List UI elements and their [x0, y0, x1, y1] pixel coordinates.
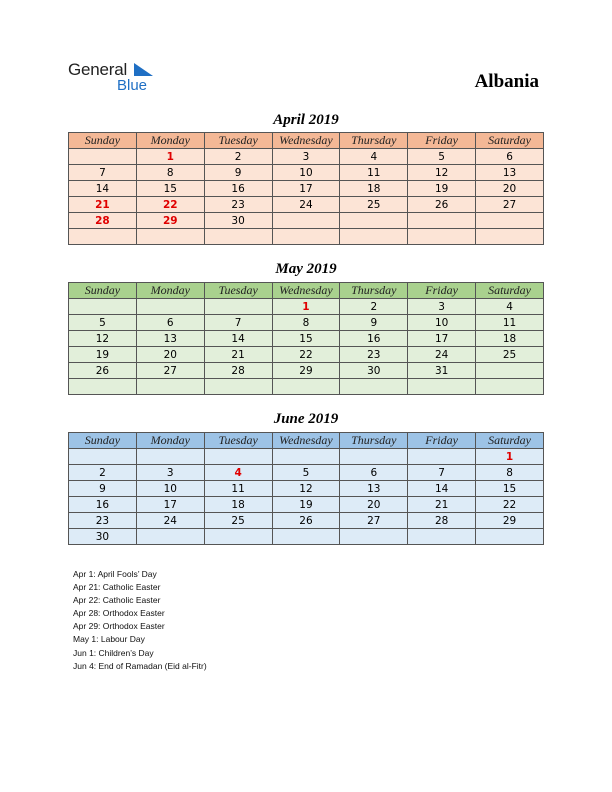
day-cell — [476, 213, 544, 229]
weekday-header: Wednesday — [272, 133, 340, 149]
calendar-may — [68, 282, 544, 395]
day-cell: 9 — [69, 481, 137, 497]
day-cell: 25 — [340, 197, 408, 213]
week-row — [69, 213, 544, 229]
day-cell: 21 — [204, 347, 272, 363]
week-row — [69, 229, 544, 245]
day-cell: 25 — [204, 513, 272, 529]
day-cell — [340, 229, 408, 245]
week-row — [69, 363, 544, 379]
day-cell: 26 — [272, 513, 340, 529]
day-cell: 2 — [204, 149, 272, 165]
day-cell — [136, 449, 204, 465]
day-cell — [408, 229, 476, 245]
holiday-notes — [73, 568, 207, 673]
week-row — [69, 197, 544, 213]
day-cell: 16 — [340, 331, 408, 347]
day-cell: 31 — [408, 363, 476, 379]
week-row — [69, 465, 544, 481]
week-row — [69, 513, 544, 529]
day-cell — [272, 229, 340, 245]
day-cell — [204, 299, 272, 315]
weekday-header: Sunday — [69, 283, 137, 299]
day-cell: 23 — [204, 197, 272, 213]
weekday-header: Monday — [136, 133, 204, 149]
day-cell — [272, 213, 340, 229]
day-cell: 5 — [69, 315, 137, 331]
day-cell: 8 — [476, 465, 544, 481]
day-cell: 11 — [476, 315, 544, 331]
weekday-header: Saturday — [476, 133, 544, 149]
day-cell — [69, 299, 137, 315]
day-cell: 18 — [476, 331, 544, 347]
day-cell — [69, 149, 137, 165]
day-cell: 26 — [69, 363, 137, 379]
day-cell — [408, 379, 476, 395]
day-cell: 22 — [136, 197, 204, 213]
day-cell: 2 — [340, 299, 408, 315]
holiday-note: Apr 29: Orthodox Easter — [73, 621, 165, 632]
day-cell — [204, 229, 272, 245]
day-cell: 19 — [272, 497, 340, 513]
day-cell: 19 — [408, 181, 476, 197]
day-cell: 12 — [69, 331, 137, 347]
logo-text-blue: Blue — [117, 77, 148, 94]
day-cell: 9 — [340, 315, 408, 331]
day-cell: 8 — [136, 165, 204, 181]
day-cell: 3 — [136, 465, 204, 481]
week-row — [69, 165, 544, 181]
day-cell: 15 — [476, 481, 544, 497]
weekday-header: Sunday — [69, 133, 137, 149]
day-cell: 1 — [272, 299, 340, 315]
weekday-header: Friday — [408, 433, 476, 449]
day-cell — [272, 529, 340, 545]
day-cell — [136, 529, 204, 545]
weekday-header: Tuesday — [204, 433, 272, 449]
day-cell: 1 — [136, 149, 204, 165]
day-cell: 27 — [340, 513, 408, 529]
day-cell: 6 — [136, 315, 204, 331]
week-row — [69, 181, 544, 197]
day-cell: 23 — [69, 513, 137, 529]
day-cell: 18 — [340, 181, 408, 197]
day-cell: 4 — [340, 149, 408, 165]
week-row — [69, 449, 544, 465]
day-cell: 10 — [136, 481, 204, 497]
day-cell: 3 — [408, 299, 476, 315]
day-cell: 19 — [69, 347, 137, 363]
day-cell: 22 — [476, 497, 544, 513]
weekday-header: Monday — [136, 283, 204, 299]
weekday-header-row — [69, 433, 544, 449]
day-cell: 30 — [204, 213, 272, 229]
day-cell: 20 — [340, 497, 408, 513]
day-cell — [340, 529, 408, 545]
day-cell: 11 — [340, 165, 408, 181]
day-cell: 9 — [204, 165, 272, 181]
week-row — [69, 299, 544, 315]
day-cell: 10 — [272, 165, 340, 181]
day-cell: 14 — [204, 331, 272, 347]
weekday-header: Tuesday — [204, 133, 272, 149]
day-cell — [408, 449, 476, 465]
holiday-note: May 1: Labour Day — [73, 634, 145, 645]
logo — [68, 60, 163, 96]
day-cell: 16 — [69, 497, 137, 513]
day-cell: 24 — [136, 513, 204, 529]
month-title-april: April 2019 — [273, 112, 339, 128]
day-cell: 12 — [408, 165, 476, 181]
weekday-header: Thursday — [340, 133, 408, 149]
day-cell: 29 — [136, 213, 204, 229]
week-row — [69, 315, 544, 331]
day-cell — [204, 449, 272, 465]
day-cell: 5 — [408, 149, 476, 165]
day-cell: 7 — [408, 465, 476, 481]
week-row — [69, 347, 544, 363]
day-cell — [69, 449, 137, 465]
day-cell: 16 — [204, 181, 272, 197]
day-cell: 3 — [272, 149, 340, 165]
day-cell: 29 — [272, 363, 340, 379]
holiday-note: Apr 1: April Fools’ Day — [73, 569, 157, 579]
day-cell: 17 — [136, 497, 204, 513]
holiday-note: Jun 1: Children’s Day — [73, 647, 154, 658]
day-cell: 8 — [272, 315, 340, 331]
day-cell — [69, 229, 137, 245]
day-cell: 27 — [476, 197, 544, 213]
calendar-april — [68, 132, 544, 245]
logo-text-general: General — [68, 60, 128, 79]
weekday-header-row — [69, 133, 544, 149]
logo-triangle-icon — [134, 63, 154, 77]
week-row — [69, 529, 544, 545]
month-title-june: June 2019 — [273, 411, 339, 427]
weekday-header: Saturday — [476, 283, 544, 299]
day-cell: 24 — [272, 197, 340, 213]
day-cell: 26 — [408, 197, 476, 213]
week-row — [69, 497, 544, 513]
day-cell: 28 — [204, 363, 272, 379]
day-cell: 25 — [476, 347, 544, 363]
weekday-header: Friday — [408, 283, 476, 299]
day-cell: 30 — [69, 529, 137, 545]
day-cell: 4 — [204, 465, 272, 481]
day-cell: 4 — [476, 299, 544, 315]
weekday-header: Wednesday — [272, 283, 340, 299]
holiday-note: Apr 22: Catholic Easter — [73, 595, 161, 606]
holiday-note: Apr 28: Orthodox Easter — [73, 608, 165, 619]
day-cell — [136, 229, 204, 245]
day-cell: 15 — [136, 181, 204, 197]
weekday-header: Sunday — [69, 433, 137, 449]
day-cell — [204, 529, 272, 545]
day-cell: 28 — [69, 213, 137, 229]
day-cell: 7 — [69, 165, 137, 181]
day-cell — [408, 213, 476, 229]
day-cell: 13 — [136, 331, 204, 347]
day-cell: 5 — [272, 465, 340, 481]
day-cell: 28 — [408, 513, 476, 529]
day-cell — [136, 299, 204, 315]
day-cell: 24 — [408, 347, 476, 363]
day-cell: 6 — [476, 149, 544, 165]
weekday-header: Monday — [136, 433, 204, 449]
day-cell — [272, 379, 340, 395]
week-row — [69, 379, 544, 395]
day-cell: 17 — [408, 331, 476, 347]
week-row — [69, 481, 544, 497]
day-cell — [476, 229, 544, 245]
week-row — [69, 149, 544, 165]
month-title-may: May 2019 — [275, 261, 337, 277]
day-cell: 20 — [476, 181, 544, 197]
day-cell: 13 — [340, 481, 408, 497]
weekday-header: Thursday — [340, 283, 408, 299]
weekday-header: Wednesday — [272, 433, 340, 449]
day-cell: 6 — [340, 465, 408, 481]
day-cell — [408, 529, 476, 545]
day-cell — [204, 379, 272, 395]
day-cell: 15 — [272, 331, 340, 347]
weekday-header: Friday — [408, 133, 476, 149]
day-cell: 27 — [136, 363, 204, 379]
day-cell — [272, 449, 340, 465]
day-cell: 21 — [408, 497, 476, 513]
day-cell — [340, 449, 408, 465]
weekday-header-row — [69, 283, 544, 299]
weekday-header: Tuesday — [204, 283, 272, 299]
holiday-note: Jun 4: End of Ramadan (Eid al-Fitr) — [73, 660, 207, 671]
day-cell: 12 — [272, 481, 340, 497]
day-cell: 2 — [69, 465, 137, 481]
day-cell: 30 — [340, 363, 408, 379]
day-cell: 22 — [272, 347, 340, 363]
day-cell: 13 — [476, 165, 544, 181]
day-cell: 18 — [204, 497, 272, 513]
weekday-header: Thursday — [340, 433, 408, 449]
day-cell: 21 — [69, 197, 137, 213]
day-cell: 1 — [476, 449, 544, 465]
day-cell: 10 — [408, 315, 476, 331]
day-cell: 14 — [69, 181, 137, 197]
day-cell: 11 — [204, 481, 272, 497]
day-cell: 17 — [272, 181, 340, 197]
country-title: Albania — [474, 71, 539, 92]
day-cell — [476, 379, 544, 395]
day-cell — [476, 529, 544, 545]
day-cell: 29 — [476, 513, 544, 529]
day-cell — [340, 379, 408, 395]
day-cell: 14 — [408, 481, 476, 497]
day-cell — [476, 363, 544, 379]
day-cell — [69, 379, 137, 395]
day-cell: 7 — [204, 315, 272, 331]
calendar-june — [68, 432, 544, 545]
day-cell: 23 — [340, 347, 408, 363]
day-cell: 20 — [136, 347, 204, 363]
week-row — [69, 331, 544, 347]
day-cell — [136, 379, 204, 395]
weekday-header: Saturday — [476, 433, 544, 449]
holiday-note: Apr 21: Catholic Easter — [73, 582, 161, 593]
day-cell — [340, 213, 408, 229]
